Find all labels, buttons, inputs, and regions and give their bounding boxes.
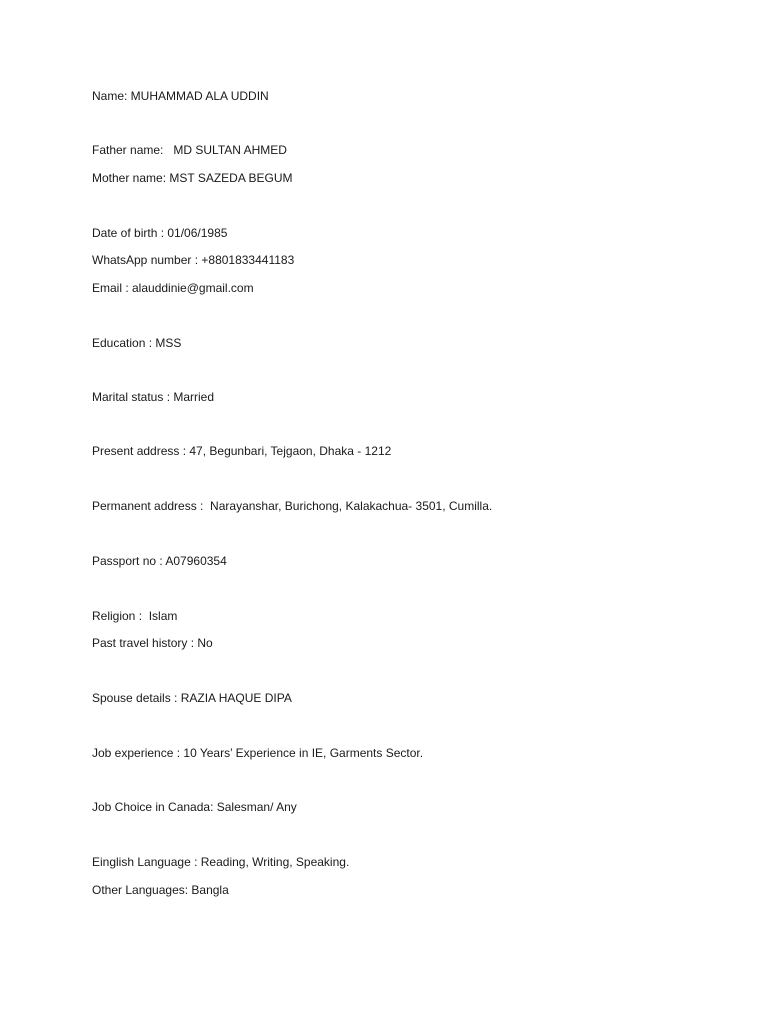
permanent-address-line: Permanent address : Narayanshar, Burichong, Kalakachua- 3501, Cumilla.: [92, 499, 493, 513]
mother-name-line: Mother name: MST SAZEDA BEGUM: [92, 171, 293, 185]
name-line: Name: MUHAMMAD ALA UDDIN: [92, 89, 269, 103]
whatsapp-number-line: WhatsApp number : +8801833441183: [92, 253, 295, 267]
father-name-line: Father name: MD SULTAN AHMED: [92, 143, 287, 157]
present-address-line: Present address : 47, Begunbari, Tejgaon, Dhaka - 1212: [92, 444, 392, 458]
email-line: Email : alauddinie@gmail.com: [92, 281, 254, 295]
job-choice-line: Job Choice in Canada: Salesman/ Any: [92, 800, 297, 814]
english-language-line: Einglish Language : Reading, Writing, Speaking.: [92, 855, 350, 869]
other-languages-line: Other Languages: Bangla: [92, 883, 229, 897]
religion-line: Religion : Islam: [92, 609, 178, 623]
past-travel-history-line: Past travel history : No: [92, 636, 213, 650]
date-of-birth-line: Date of birth : 01/06/1985: [92, 226, 228, 240]
marital-status-line: Marital status : Married: [92, 390, 215, 404]
spouse-details-line: Spouse details : RAZIA HAQUE DIPA: [92, 691, 292, 705]
job-experience-line: Job experience : 10 Years’ Experience in IE, Garments Sector.: [92, 746, 424, 760]
education-line: Education : MSS: [92, 336, 182, 350]
passport-no-line: Passport no : A07960354: [92, 554, 227, 568]
